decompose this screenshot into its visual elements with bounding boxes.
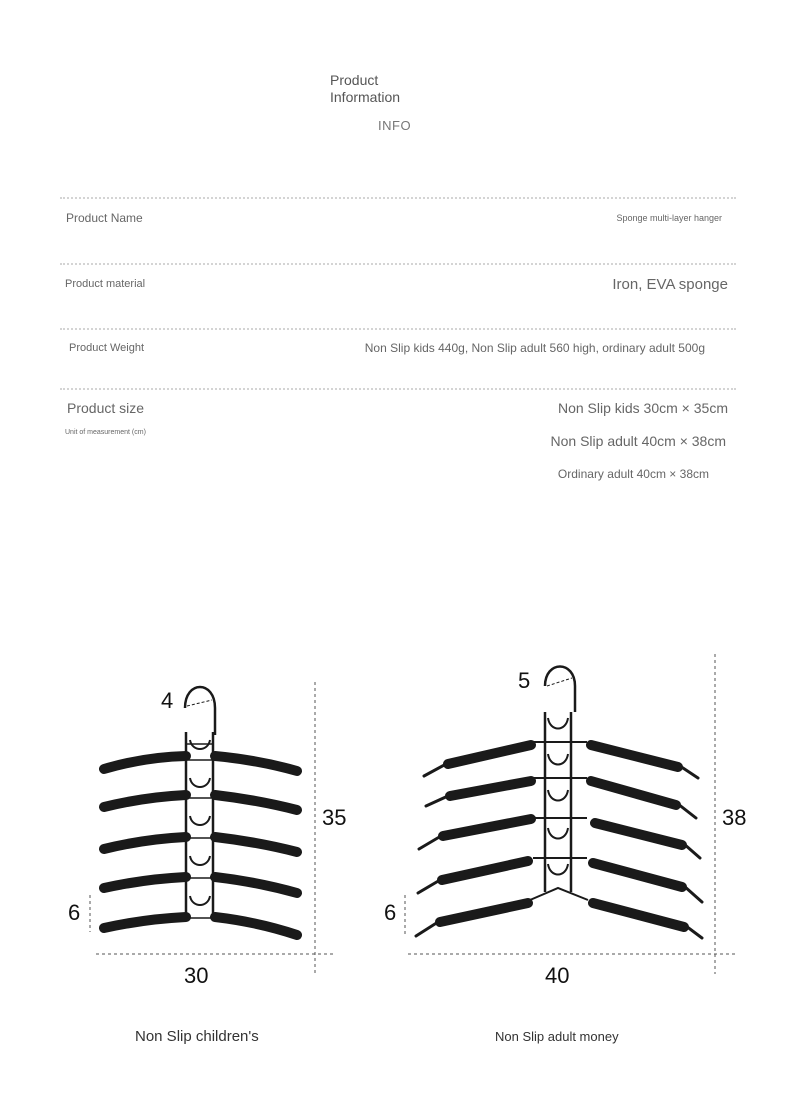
row-value-name: Sponge multi-layer hanger	[616, 213, 722, 223]
kids-height-dimension: 35	[322, 805, 347, 830]
row-label-name: Product Name	[66, 211, 143, 225]
adult-caption: Non Slip adult money	[495, 1029, 619, 1044]
kids-hook-dimension: 4	[161, 688, 174, 713]
row-label-weight: Product Weight	[69, 342, 145, 354]
adult-gap-dimension: 6	[384, 900, 397, 925]
size-ordinary: Ordinary adult 40cm × 38cm	[557, 467, 709, 481]
adult-hook-dimension: 5	[518, 668, 531, 693]
row-value-material: Iron, EVA sponge	[612, 276, 728, 293]
size-adult: Non Slip adult 40cm × 38cm	[550, 433, 726, 449]
adult-height-dimension: 38	[722, 805, 747, 830]
page-subtitle: INFO	[378, 118, 412, 133]
adult-width-dimension: 40	[545, 963, 570, 988]
adult-hanger-illustration	[416, 667, 702, 939]
kids-gap-dimension: 6	[68, 900, 81, 925]
row-label-size: Product size	[67, 400, 145, 416]
row-value-weight: Non Slip kids 440g, Non Slip adult 560 high, ordinary adult 500g	[364, 341, 705, 355]
unit-note: Unit of measurement (cm)	[65, 429, 146, 436]
kids-hanger-illustration	[104, 687, 297, 935]
page-title: Product Information	[330, 72, 401, 105]
size-kids: Non Slip kids 30cm × 35cm	[557, 400, 728, 416]
kids-width-dimension: 30	[184, 963, 209, 988]
kids-caption: Non Slip children's	[135, 1028, 259, 1045]
row-label-material: Product material	[65, 278, 146, 290]
